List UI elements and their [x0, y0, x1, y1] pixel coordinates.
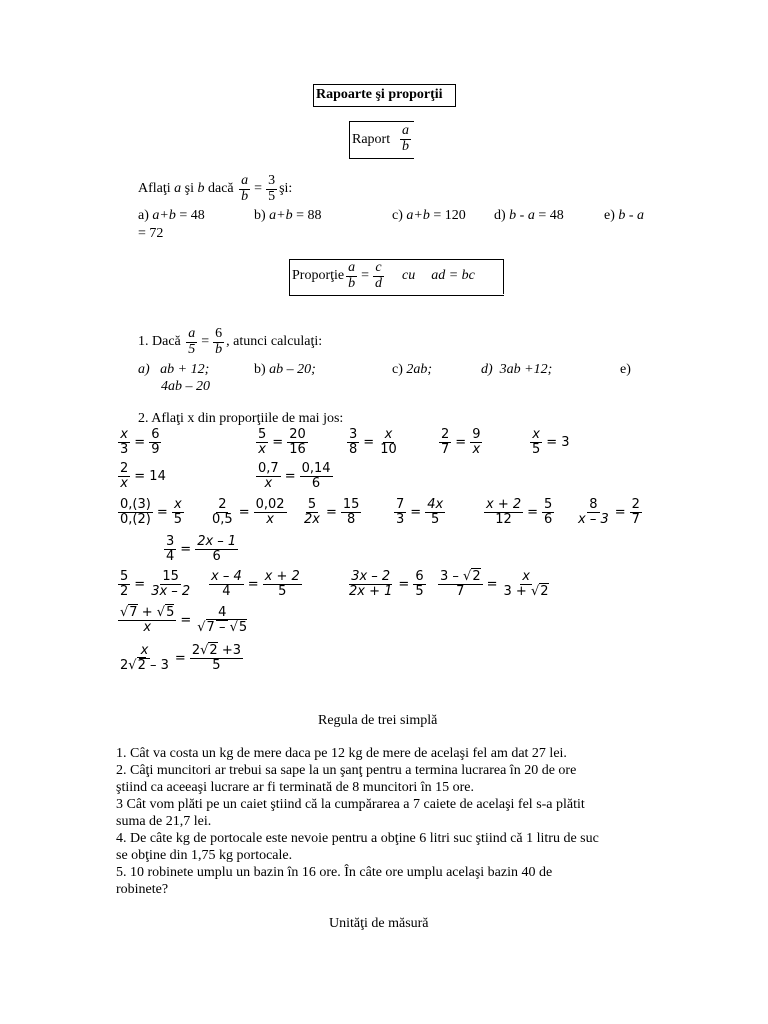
ex2-heading: 2. Aflaţi x din proporţiile de mai jos:	[138, 411, 344, 426]
proportion-r5-3: $\frac{3x - 2}{2x + 1}$ = $\frac{6}{5}$	[349, 569, 424, 599]
intro-frac-ab: $\frac{a}{b}$	[241, 173, 249, 204]
intro-option-e: e) b - a	[604, 208, 645, 223]
proportion-r1-1: $\frac{x}{3}$ = $\frac{6}{9}$	[120, 427, 160, 457]
proportion-r3-3: $\frac{5}{2x}$ = $\frac{15}{8}$	[304, 497, 360, 527]
intro-option-c: c) a+b = 120	[392, 208, 466, 223]
intro-line: Aflaţi a şi b dacă $\frac{a}{b}$ = $\frac{3}{5}$ şi:	[138, 173, 293, 204]
rule3-line: se obţine din 1,75 kg portocale.	[116, 848, 293, 863]
rule3-line: 4. De câte kg de portocale este nevoie pentru a obţine 6 litri suc ştiind că 1 litru de suc	[116, 831, 599, 846]
ex1-option-b: b) ab – 20;	[254, 362, 316, 377]
rule3-line: 2. Câţi muncitori ar trebui sa sape la un şanţ pentru a termina lucrarea în 20 de ore	[116, 763, 577, 778]
units-heading: Unităţi de măsură	[329, 916, 429, 931]
proportion-r5-1: $\frac{5}{2}$ = $\frac{15}{3x - 2}$	[120, 569, 191, 599]
intro-si: şi	[184, 181, 194, 197]
raport-fraction	[398, 124, 413, 154]
intro-suffix: şi:	[279, 181, 293, 197]
rule3-line: robinete?	[116, 882, 169, 897]
proportion-r5-2: $\frac{x - 4}{4}$ = $\frac{x + 2}{5}$	[211, 569, 300, 599]
intro-var-a: a	[174, 181, 182, 197]
rule3-line: 3 Cât vom plăti pe un caiet ştiind că la cumpărarea a 7 caiete de acelaşi fel s-a plătit	[116, 797, 585, 812]
proportion-r4: $\frac{3}{4}$ = $\frac{2x - 1}{6}$	[166, 534, 237, 564]
intro-option-b: b) a+b = 88	[254, 208, 322, 223]
proportion-r6: $\frac{√7 + √5}{x}$ = $\frac{4}{√7 - √5}$	[120, 605, 248, 635]
proportion-r1-5: $\frac{x}{5}$ = 3	[532, 427, 570, 457]
proportion-r1-3: $\frac{3}{8}$ = $\frac{x}{10}$	[349, 427, 397, 457]
proportion-r3-1: $\frac{0,(3)}{0,(2)}$ = $\frac{x}{5}$	[120, 497, 183, 527]
ex1-line: 1. Dacă $\frac{a}{5}$ = $\frac{6}{b}$ , atunci calculaţi:	[138, 326, 323, 357]
proportion-r2-2: $\frac{0,7}{x}$ = $\frac{0,14}{6}$	[258, 461, 331, 491]
proportion-r3-4: $\frac{7}{3}$ = $\frac{4x}{5}$	[396, 497, 444, 527]
raport-den: b	[402, 138, 409, 154]
intro-frac-35: $\frac{3}{5}$	[268, 173, 276, 204]
proportion-r2-1: $\frac{2}{x}$ = 14	[120, 461, 166, 491]
proportie-box-right	[499, 259, 504, 294]
rule3-line: 1. Cât va costa un kg de mere daca pe 12 kg de mere de acelaşi fel am dat 27 lei.	[116, 746, 567, 761]
proportion-r5-4: $\frac{3 - √2}{7}$ = $\frac{x}{3 + √2}$	[440, 569, 549, 599]
raport-num: a	[402, 123, 409, 138]
intro-option-a: a) a+b = 48	[138, 208, 205, 223]
intro-var-b: b	[197, 181, 205, 197]
proportion-r3-2: $\frac{2}{0,5}$ = $\frac{0,02}{x}$	[212, 497, 285, 527]
rule3-line: 5. 10 robinete umplu un bazin în 16 ore. În câte ore umplu acelaşi bazin 40 de	[116, 865, 553, 880]
rule3-line: suma de 21,7 lei.	[116, 814, 212, 829]
proportie-relation: ad = bc	[431, 268, 475, 284]
proportion-r7: $\frac{x}{2√2 - 3}$ = $\frac{2√2 +3}{5}$	[120, 643, 241, 673]
rule3-line: ştiind ca aceeaşi lucrare ar fi terminată de 8 muncitori în 15 ore.	[116, 780, 475, 795]
ex1-option-e-wrap: 4ab – 20	[161, 379, 210, 394]
rule3-list	[116, 745, 599, 898]
proportion-r1-4: $\frac{2}{7}$ = $\frac{9}{x}$	[441, 427, 481, 457]
proportion-r3-5: $\frac{x + 2}{12}$ = $\frac{5}{6}$	[486, 497, 553, 527]
intro-daca: dacă	[208, 181, 234, 197]
intro-option-d: d) b - a = 48	[494, 208, 564, 223]
ex1-option-c: c) 2ab;	[392, 362, 433, 377]
proportie-cu: cu	[402, 268, 416, 284]
ex1-option-d: d) 3ab +12;	[481, 362, 553, 377]
ex1-option-e: e)	[620, 362, 631, 377]
rule3-heading: Regula de trei simplă	[318, 713, 438, 728]
proportion-r3-6: $\frac{8}{x - 3}$ = $\frac{2}{7}$	[578, 497, 640, 527]
proportie-line: Proporţie $\frac{a}{b}$ = $\frac{c}{d}$ cu ad = bc	[292, 260, 475, 291]
intro-prefix: Aflaţi	[138, 181, 171, 197]
proportie-label: Proporţie	[292, 268, 345, 284]
ex1-option-a: a) ab + 12;	[138, 362, 210, 377]
intro-option-e-wrap: = 72	[138, 226, 164, 241]
proportion-r1-2: $\frac{5}{x}$ = $\frac{20}{16}$	[258, 427, 306, 457]
page-title: Rapoarte şi proporţii	[316, 87, 443, 102]
raport-label: Raport	[352, 132, 391, 147]
